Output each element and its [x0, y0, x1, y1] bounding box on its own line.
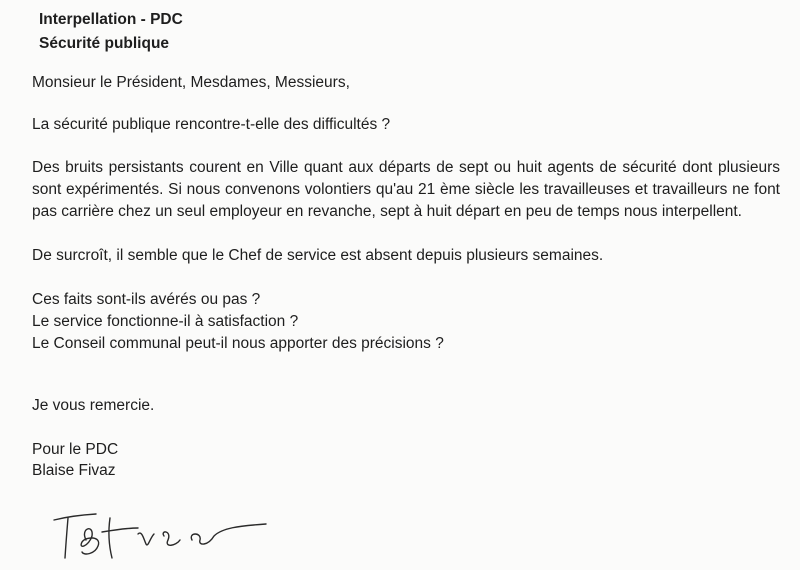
question-item: Ces faits sont-ils avérés ou pas ? [32, 291, 261, 308]
document-subject: Sécurité publique [39, 35, 170, 52]
signer-name: Blaise Fivaz [32, 462, 116, 479]
signoff-for: Pour le PDC [32, 441, 119, 458]
thanks-line: Je vous remercie. [32, 397, 155, 414]
question-item: Le Conseil communal peut-il nous apporter des précisions ? [32, 335, 444, 352]
handwritten-signature [52, 506, 282, 566]
letter-document [32, 8, 780, 481]
body-paragraph: Des bruits persistants courent en Ville quant aux départs de sept ou huit agents de sécurité dont plusieurs sont expérimentés. Si nous convenons volontiers qu'au 21 ème siècle les travailleuses et travailleurs ne font pas carrière chez un seul employeur en revanche, sept à huit départ en peu de temps nous interpellent. [32, 159, 780, 220]
question-intro: La sécurité publique rencontre-t-elle des difficultés ? [32, 116, 391, 133]
salutation: Monsieur le Président, Mesdames, Messieurs, [32, 74, 350, 91]
document-title: Interpellation - PDC [39, 11, 183, 28]
question-item: Le service fonctionne-il à satisfaction ? [32, 313, 299, 330]
signoff-block [32, 439, 780, 481]
questions-list [32, 289, 780, 355]
surcroit-paragraph: De surcroît, il semble que le Chef de service est absent depuis plusieurs semaines. [32, 247, 604, 264]
